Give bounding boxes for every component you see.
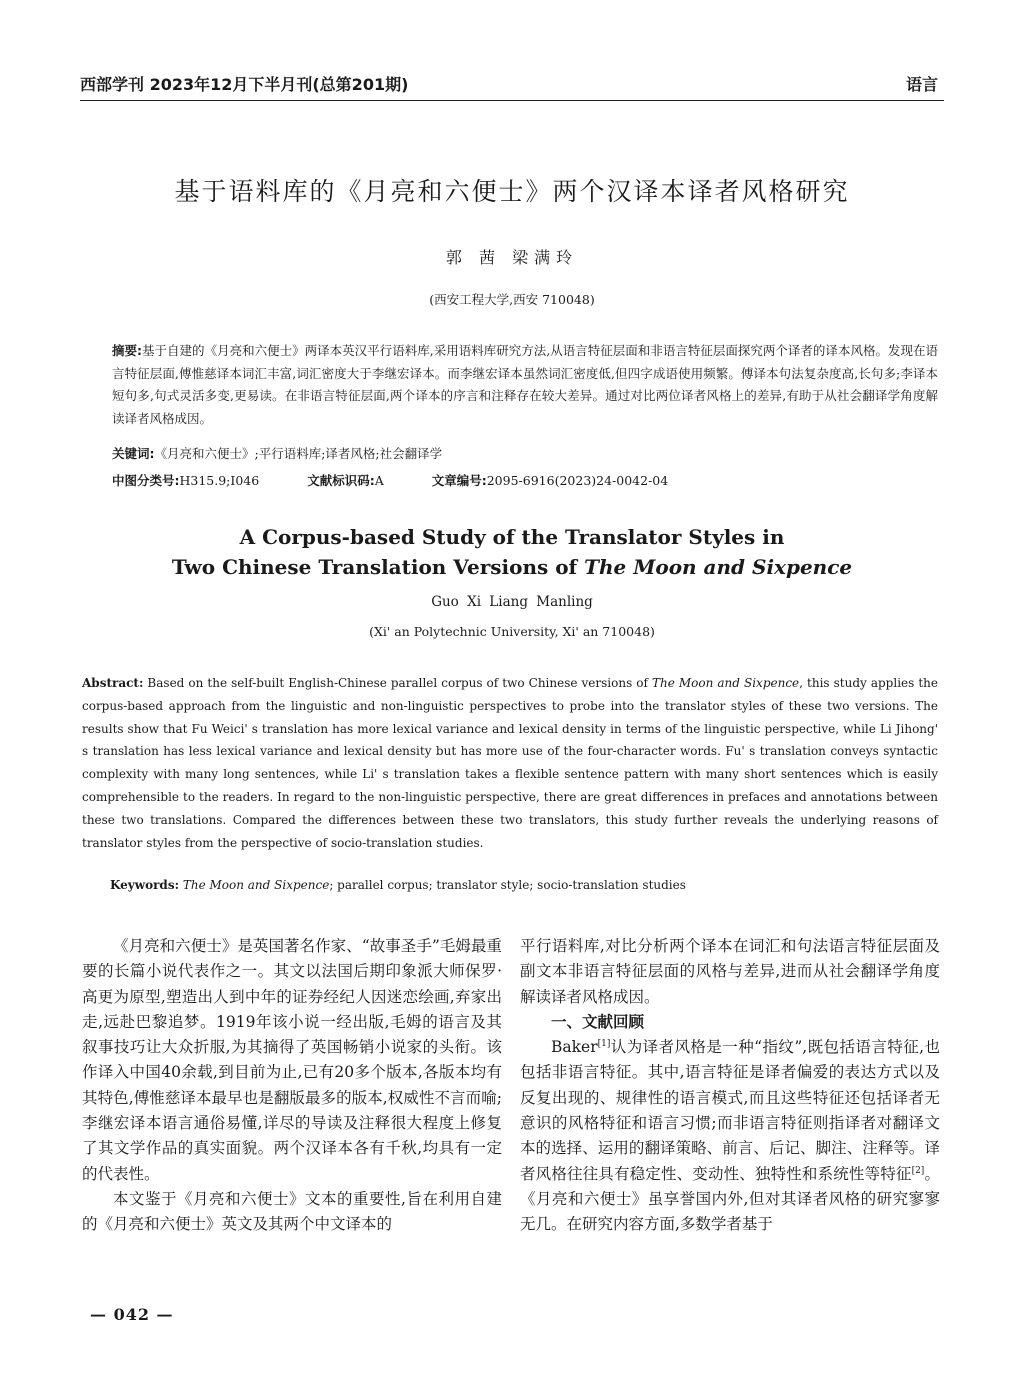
body-paragraph: 本文鉴于《月亮和六便士》文本的重要性,旨在利用自建的《月亮和六便士》英文及其两个中文译本的 (82, 1189, 502, 1234)
classification-line (112, 470, 938, 493)
paper-title-cn: 基于语料库的《月亮和六便士》两个汉译本译者风格研究 (174, 177, 850, 206)
abstract-cn-label: 摘要: (112, 343, 143, 358)
doc-code-value: A (374, 473, 384, 488)
body-column-left (82, 934, 502, 1238)
paper-title-en (0, 522, 1024, 582)
keywords-cn (112, 443, 938, 466)
reference-marker: [1] (597, 1039, 611, 1050)
abstract-cn-text: 基于自建的《月亮和六便士》两译本英汉平行语料库,采用语料库研究方法,从语言特征层面和非语言特征层面探究两个译者的译本风格。发现在语言特征层面,傅惟慈译本词汇丰富,词汇密度大于李继宏译本。而李继宏译本虽然词汇密度低,但四字成语使用频繁。傅译本句法复杂度高,长句多;李译本短句多,句式灵活多变,更易读。在非语言特征层面,两个译本的序言和注释存在较大差异。通过对比两位译者风格上的差异,有助于从社会翻译学角度解读译者风格成因。 (112, 343, 938, 426)
affiliation-en: (Xi' an Polytechnic University, Xi' an 710048) (369, 624, 655, 639)
abstract-en-book: The Moon and Sixpence (652, 676, 800, 690)
abstract-en-part2: , this study applies the corpus-based approach from the linguistic and non-linguistic perspectives to probe into the translator styles of these two versions. The results show that Fu Weici' s translation has more lexical variance and lexical density in terms of the linguistic perspective, while Li Jihong' s translation has less lexical variance and lexical density but has more use of the four-character words. Fu' s translation conveys syntactic complexity with many long sentences, while Li' s translation takes a flexible sentence pattern with many short sentences which is easily comprehensible to the readers. In regard to the non-linguistic perspective, there are great differences in prefaces and annotations between these two translations. Compared the differences between these two translators, this study further reveals the underlying reasons of translator styles from the perspective of socio-translation studies. (82, 676, 938, 850)
authors-en: Guo Xi Liang Manling (431, 594, 593, 610)
clc-value: H315.9;I046 (179, 473, 260, 488)
body-paragraph: 《月亮和六便士》是英国著名作家、“故事圣手”毛姆最重要的长篇小说代表作之一。其文以法国后期印象派大师保罗·高更为原型,塑造出人到中年的证券经纪人因迷恋绘画,弃家出走,远赴巴黎追梦。1919年该小说一经出版,毛姆的语言及其叙事技巧让大众折服,为其摘得了英国畅销小说家的头衔。该作译入中国40余载,到目前为止,已有20多个版本,各版本均有其特色,傅惟慈译本最早也是翻版最多的版本,权威性不言而喻;李继宏译本语言通俗易懂,详尽的导读及注释很大程度上修复了其文学作品的真实面貌。两个汉译本各有千秋,均具有一定的代表性。 (82, 937, 502, 1183)
journal-issue-header: 西部学刊 2023年12月下半月刊(总第201期) (80, 75, 409, 94)
section-heading: 一、文献回顾 (551, 1012, 645, 1031)
abstract-en (82, 672, 938, 854)
keywords-en (110, 878, 940, 892)
body-paragraph: 平行语料库,对比分析两个译本在词汇和句法语言特征层面及副文本非语言特征层面的风格与差异,进而从社会翻译学角度解读译者风格成因。 (520, 937, 940, 1006)
body-column-right (520, 934, 940, 1238)
article-number-value: 2095-6916(2023)24-0042-04 (486, 473, 669, 488)
authors-cn: 郭 茜 梁满玲 (445, 248, 579, 267)
page-number: — 042 — (90, 1305, 174, 1324)
doc-code-label: 文献标识码: (307, 473, 375, 488)
header-divider (80, 100, 944, 101)
body-paragraph (520, 1035, 940, 1237)
citation-author: Baker (551, 1038, 598, 1057)
title-en-line1: A Corpus-based Study of the Translator Styles in (239, 525, 785, 549)
title-en-line2: Two Chinese Translation Versions of (171, 555, 585, 579)
keywords-cn-label: 关键词: (112, 446, 155, 461)
abstract-cn (112, 340, 938, 430)
keywords-en-rest: ; parallel corpus; translator style; socio-translation studies (329, 878, 686, 892)
clc-label: 中图分类号: (112, 473, 180, 488)
body-text: 认为译者风格是一种“指纹”,既包括语言特征,也包括非语言特征。其中,语言特征是译者偏爱的表达方式以及反复出现的、规律性的语言模式,而且这些特征还包括译者无意识的风格特征和语言习惯;而非语言特征则指译者对翻译文本的选择、运用的翻译策略、前言、后记、脚注、注释等。译者风格往往具有稳定性、变动性、独特性和系统性等特征 (520, 1038, 940, 1183)
keywords-en-book: The Moon and Sixpence (182, 878, 330, 892)
keywords-en-label: Keywords: (110, 878, 180, 892)
keywords-cn-text: 《月亮和六便士》;平行语料库;译者风格;社会翻译学 (154, 446, 443, 461)
abstract-en-label: Abstract: (82, 676, 144, 690)
abstract-en-part1: Based on the self-built English-Chinese parallel corpus of two Chinese versions of (143, 676, 652, 690)
article-number-label: 文章编号: (431, 473, 487, 488)
title-en-book: The Moon and Sixpence (584, 555, 853, 579)
section-label: 语言 (905, 75, 938, 94)
affiliation-cn: (西安工程大学,西安 710048) (429, 292, 595, 307)
body-text: 。《月亮和六便士》虽享誉国内外,但对其译者风格的研究寥寥无几。在研究内容方面,多数学者基于 (520, 1164, 940, 1234)
reference-marker: [2] (911, 1165, 925, 1176)
